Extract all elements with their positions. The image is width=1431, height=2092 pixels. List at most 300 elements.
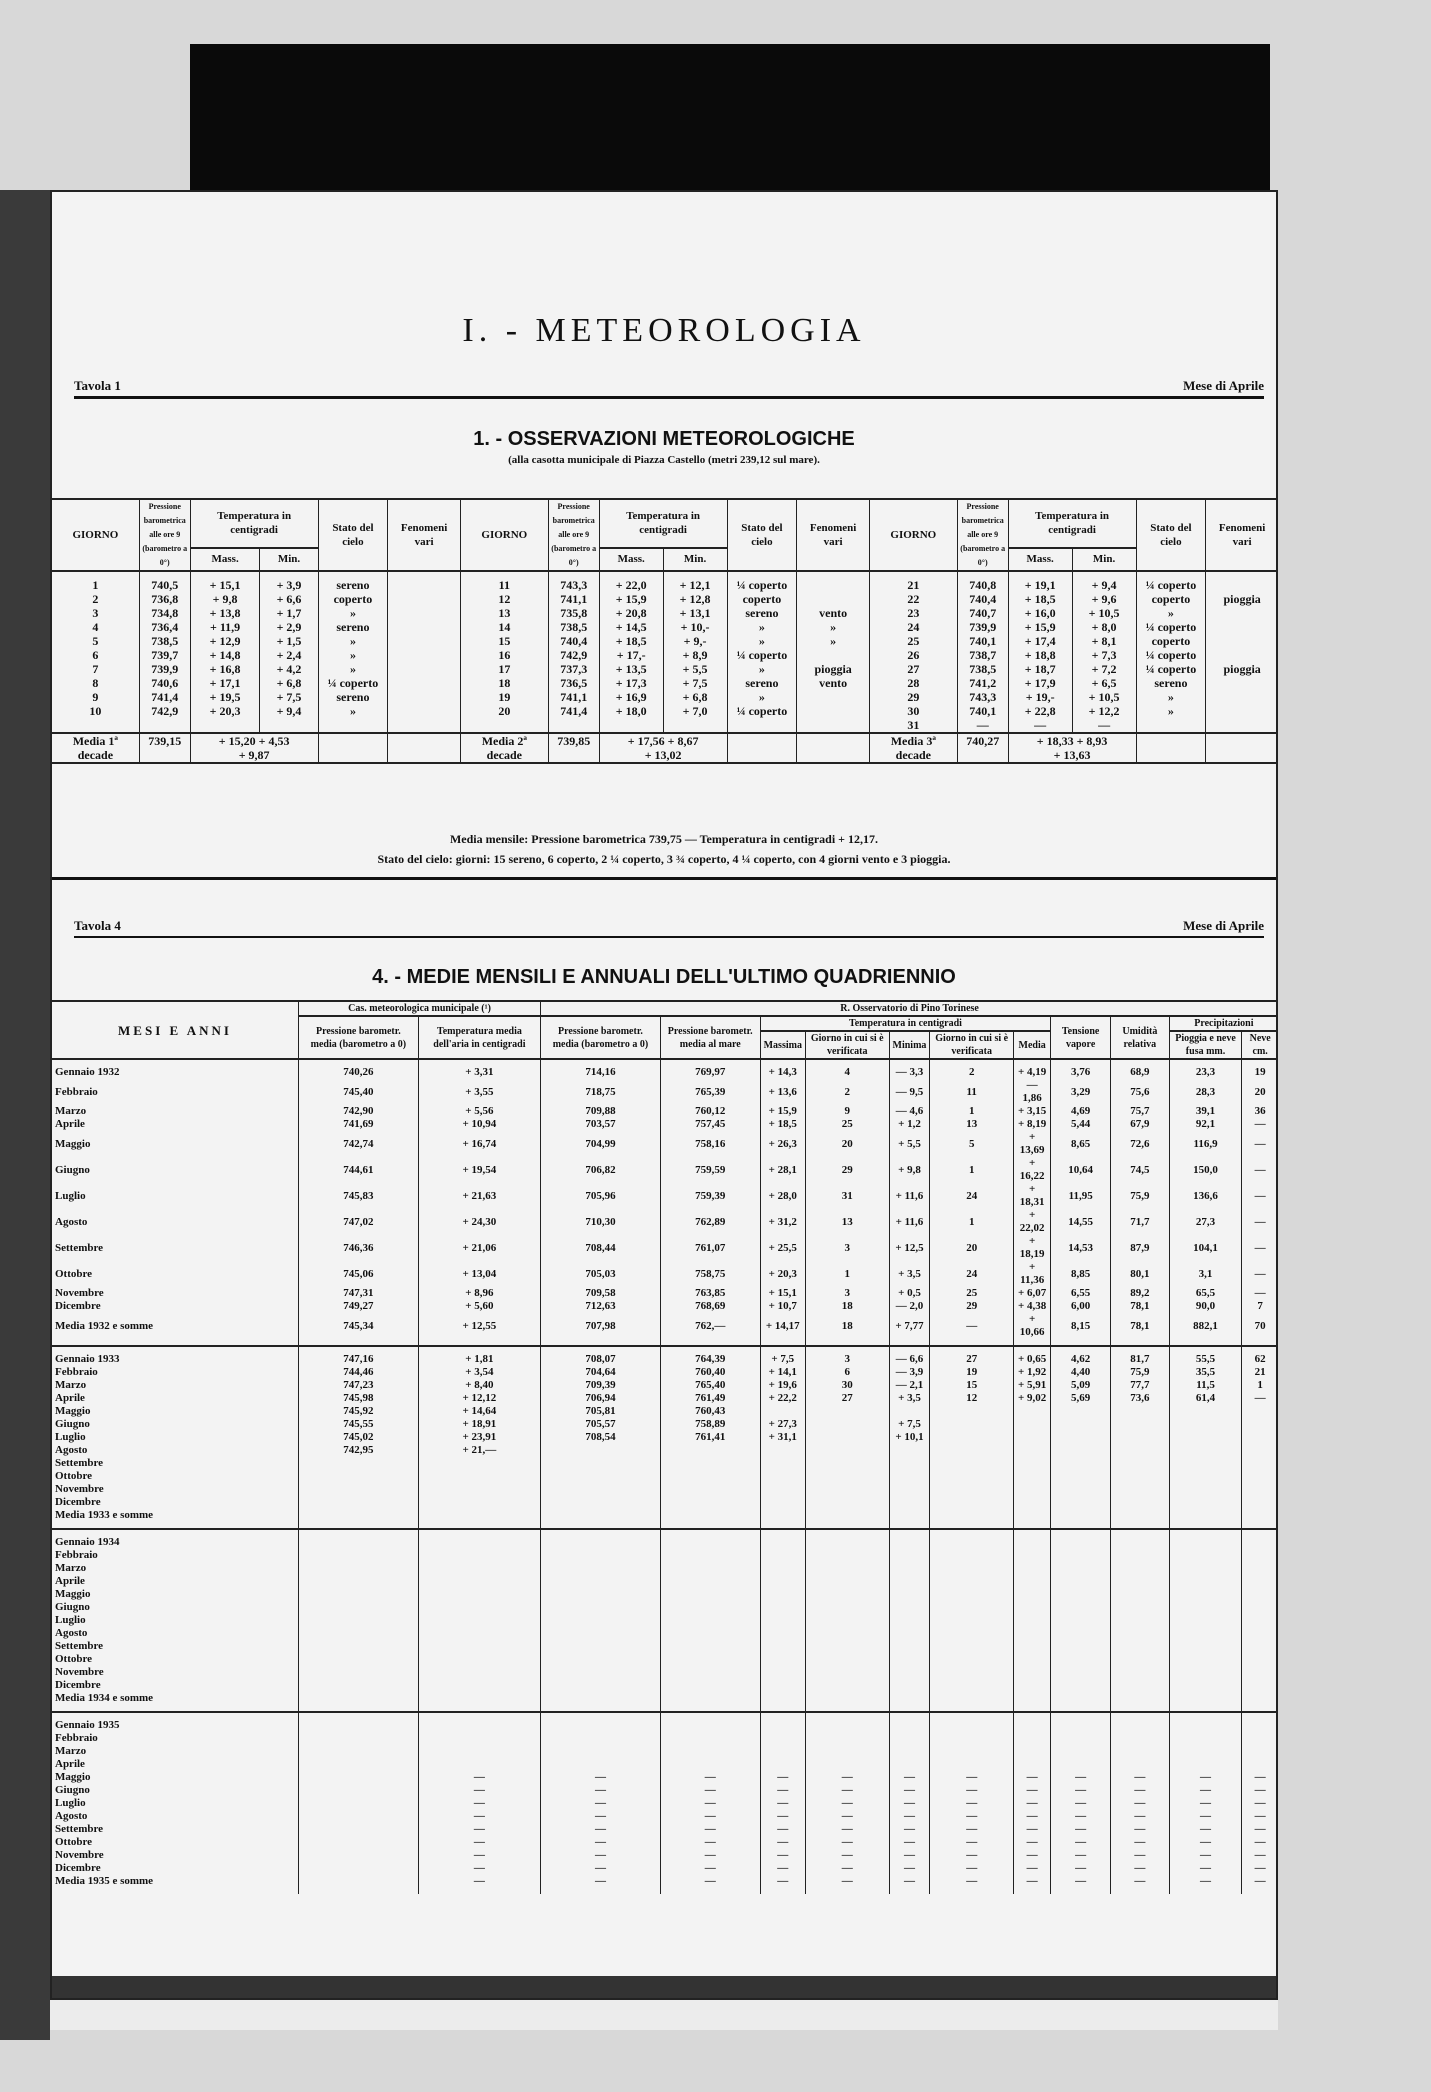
month-value xyxy=(1169,1444,1242,1457)
month-label: Novembre xyxy=(55,1287,104,1299)
obs-cell xyxy=(139,718,190,733)
month-label: Aprile xyxy=(55,1392,85,1404)
month-value xyxy=(805,1444,889,1457)
month-value: — xyxy=(889,1836,930,1849)
month-value xyxy=(760,1627,805,1640)
obs-cell: + 2,4 xyxy=(260,648,318,662)
obs-cell: » xyxy=(318,606,388,620)
month-value xyxy=(1013,1418,1050,1431)
month-row xyxy=(52,1346,1278,1366)
month-value: 746,36 xyxy=(299,1235,419,1261)
month-value xyxy=(299,1797,419,1810)
month-value: 758,89 xyxy=(660,1418,760,1431)
month-value xyxy=(418,1614,540,1627)
month-value xyxy=(1169,1692,1242,1712)
month-value: — 4,6 xyxy=(889,1105,930,1118)
month-value: 708,07 xyxy=(541,1346,661,1366)
month-value xyxy=(889,1732,930,1745)
month-value xyxy=(1110,1431,1169,1444)
month-value xyxy=(1051,1405,1111,1418)
month-value: + 1,92 xyxy=(1013,1366,1050,1379)
month-value: — xyxy=(805,1849,889,1862)
month-value: — xyxy=(760,1823,805,1836)
obs-cell: + 18,0 xyxy=(599,704,663,718)
obs-cell: + 6,8 xyxy=(260,676,318,690)
month-label: Maggio xyxy=(55,1405,91,1417)
month-value: — xyxy=(418,1849,540,1862)
month-value: 4 xyxy=(805,1059,889,1079)
month-value xyxy=(930,1529,1014,1549)
month-value: — xyxy=(1242,1823,1278,1836)
obs-cell: + 22,0 xyxy=(599,571,663,592)
month-value xyxy=(760,1745,805,1758)
month-value xyxy=(660,1529,760,1549)
month-row xyxy=(52,1771,1278,1784)
month-value xyxy=(1169,1575,1242,1588)
month-value xyxy=(541,1679,661,1692)
month-value: — xyxy=(805,1836,889,1849)
month-value xyxy=(889,1653,930,1666)
col-stato-1: Stato del cielo xyxy=(318,499,388,571)
obs-cell: + 12,9 xyxy=(190,634,260,648)
obs-cell: + 3,9 xyxy=(260,571,318,592)
col-min-3: Min. xyxy=(1072,548,1136,571)
month-value xyxy=(1013,1614,1050,1627)
month-value xyxy=(299,1529,419,1549)
month-value: 704,99 xyxy=(541,1131,661,1157)
obs-cell: + 8,1 xyxy=(1072,634,1136,648)
month-value: — xyxy=(660,1849,760,1862)
month-row xyxy=(52,1431,1278,1444)
month-value xyxy=(1110,1732,1169,1745)
month-value xyxy=(1013,1679,1050,1692)
month-value: 758,16 xyxy=(660,1131,760,1157)
month-value xyxy=(1242,1562,1278,1575)
month-value xyxy=(1242,1549,1278,1562)
month-value: — xyxy=(1051,1836,1111,1849)
month-value: + 5,56 xyxy=(418,1105,540,1118)
month-value: + 9,8 xyxy=(889,1157,930,1183)
month-value: 3,76 xyxy=(1051,1059,1111,1079)
month-value: — xyxy=(805,1810,889,1823)
month-value: — xyxy=(930,1313,1014,1346)
month-value xyxy=(889,1692,930,1712)
month-label: Settembre xyxy=(55,1457,104,1469)
month-value: + 24,30 xyxy=(418,1209,540,1235)
month-value: — xyxy=(930,1810,1014,1823)
obs-cell xyxy=(1206,648,1278,662)
obs-cell xyxy=(1136,718,1206,733)
month-value xyxy=(760,1562,805,1575)
month-value: 745,06 xyxy=(299,1261,419,1287)
month-value: — xyxy=(541,1797,661,1810)
month-label: Media 1934 e somme xyxy=(55,1692,154,1704)
month-value xyxy=(299,1692,419,1712)
month-value: + 12,12 xyxy=(418,1392,540,1405)
month-value xyxy=(541,1496,661,1509)
month-value xyxy=(541,1549,661,1562)
month-value xyxy=(299,1679,419,1692)
month-row xyxy=(52,1640,1278,1653)
month-value xyxy=(1013,1431,1050,1444)
obs-cell xyxy=(548,718,599,733)
month-value xyxy=(299,1549,419,1562)
month-value: 759,59 xyxy=(660,1157,760,1183)
obs-cell xyxy=(388,648,461,662)
obs-cell: 20 xyxy=(460,704,548,718)
col-oss-press-mare: Pressione barometr. media al mare xyxy=(660,1016,760,1059)
col-giorno-3: GIORNO xyxy=(869,499,957,571)
obs-row xyxy=(52,676,1278,690)
obs-cell xyxy=(599,718,663,733)
month-value: — xyxy=(1242,1209,1278,1235)
obs-cell: 3 xyxy=(92,606,99,620)
month-value xyxy=(1013,1509,1050,1529)
month-value xyxy=(299,1810,419,1823)
month-value: — xyxy=(1013,1771,1050,1784)
month-value xyxy=(299,1836,419,1849)
month-value xyxy=(1242,1758,1278,1771)
month-value xyxy=(1169,1496,1242,1509)
obs-cell: + 19,1 xyxy=(1008,571,1072,592)
obs-cell: 25 xyxy=(869,634,957,648)
month-value: + 18,19 xyxy=(1013,1235,1050,1261)
obs-cell: + 7,0 xyxy=(663,704,727,718)
month-value: 745,83 xyxy=(299,1183,419,1209)
month-value xyxy=(760,1640,805,1653)
month-value xyxy=(418,1496,540,1509)
col-pressione-1: Pressione barometrica alle ore 9 (barometro a 0°) xyxy=(139,499,190,571)
month-value xyxy=(760,1483,805,1496)
obs-cell: ¼ coperto xyxy=(727,648,797,662)
month-value: + 3,15 xyxy=(1013,1105,1050,1118)
month-value xyxy=(930,1405,1014,1418)
obs-cell: + 10,5 xyxy=(1072,690,1136,704)
obs-cell: sereno xyxy=(727,606,797,620)
month-value xyxy=(1169,1614,1242,1627)
month-value: 765,39 xyxy=(660,1079,760,1105)
obs-cell: 13 xyxy=(460,606,548,620)
month-value: 762,— xyxy=(660,1313,760,1346)
month-value: + 22,02 xyxy=(1013,1209,1050,1235)
obs-cell: + 18,8 xyxy=(1008,648,1072,662)
month-value: — 3,9 xyxy=(889,1366,930,1379)
month-value: + 26,3 xyxy=(760,1131,805,1157)
col-stato-3: Stato del cielo xyxy=(1136,499,1206,571)
month-value: 15 xyxy=(930,1379,1014,1392)
month-value: 8,65 xyxy=(1051,1131,1111,1157)
month-row xyxy=(52,1784,1278,1797)
month-value xyxy=(889,1745,930,1758)
sky-state-note: Stato del cielo: giorni: 15 sereno, 6 coperto, 2 ¼ coperto, 3 ¾ coperto, 4 ¼ coperto, con 4 giorni vento e 3 pioggia. xyxy=(52,852,1276,880)
obs-cell: » xyxy=(797,634,870,648)
month-value: — xyxy=(660,1797,760,1810)
month-value xyxy=(418,1712,540,1732)
obs-cell: 739,7 xyxy=(139,648,190,662)
obs-cell: + 6,8 xyxy=(663,690,727,704)
obs-row xyxy=(52,592,1278,606)
month-value: 11 xyxy=(930,1079,1014,1105)
month-value xyxy=(1169,1653,1242,1666)
month-value: 14,55 xyxy=(1051,1209,1111,1235)
month-value: 90,0 xyxy=(1169,1300,1242,1313)
month-value xyxy=(1051,1431,1111,1444)
month-value: 742,95 xyxy=(299,1444,419,1457)
month-value xyxy=(1242,1640,1278,1653)
month-value: — xyxy=(760,1836,805,1849)
month-value xyxy=(1242,1666,1278,1679)
month-value xyxy=(660,1627,760,1640)
month-value: — xyxy=(1110,1875,1169,1894)
month-value xyxy=(1242,1601,1278,1614)
month-value: + 10,7 xyxy=(760,1300,805,1313)
month-value: + 11,6 xyxy=(889,1183,930,1209)
obs-cell: 738,7 xyxy=(957,648,1008,662)
month-value xyxy=(1242,1679,1278,1692)
empty-cell xyxy=(1136,733,1206,763)
month-value xyxy=(660,1483,760,1496)
month-value xyxy=(805,1529,889,1549)
tavola-1-month: Mese di Aprile xyxy=(1183,378,1264,393)
obs-cell: sereno xyxy=(318,620,388,634)
obs-cell: + 7,5 xyxy=(663,676,727,690)
month-value xyxy=(660,1470,760,1483)
month-row xyxy=(52,1575,1278,1588)
month-value: — xyxy=(660,1784,760,1797)
month-label: Dicembre xyxy=(55,1862,101,1874)
month-value: — xyxy=(760,1875,805,1894)
month-value xyxy=(541,1614,661,1627)
month-value: + 3,54 xyxy=(418,1366,540,1379)
month-value xyxy=(930,1640,1014,1653)
month-value: — xyxy=(1013,1875,1050,1894)
col-min-1: Min. xyxy=(260,548,318,571)
month-value: 70 xyxy=(1242,1313,1278,1346)
obs-cell: 741,1 xyxy=(548,690,599,704)
month-value: 10,64 xyxy=(1051,1157,1111,1183)
month-value: — xyxy=(889,1849,930,1862)
month-value: 6,55 xyxy=(1051,1287,1111,1300)
obs-row xyxy=(52,648,1278,662)
month-value: + 10,1 xyxy=(889,1431,930,1444)
month-value xyxy=(1110,1712,1169,1732)
month-value: — xyxy=(760,1862,805,1875)
month-value: — xyxy=(1242,1131,1278,1157)
month-value xyxy=(1051,1601,1111,1614)
month-value xyxy=(1051,1483,1111,1496)
obs-cell: 740,4 xyxy=(957,592,1008,606)
obs-cell: sereno xyxy=(318,571,388,592)
month-value: 706,82 xyxy=(541,1157,661,1183)
month-label: Giugno xyxy=(55,1163,90,1176)
month-value xyxy=(541,1509,661,1529)
month-value xyxy=(760,1666,805,1679)
month-row xyxy=(52,1457,1278,1470)
month-value: 136,6 xyxy=(1169,1183,1242,1209)
obs-row xyxy=(52,634,1278,648)
month-value: — xyxy=(1051,1875,1111,1894)
month-value xyxy=(418,1732,540,1745)
month-value: + 28,0 xyxy=(760,1183,805,1209)
month-value: — xyxy=(1242,1862,1278,1875)
month-value xyxy=(1013,1575,1050,1588)
month-value: — xyxy=(1242,1849,1278,1862)
month-value xyxy=(930,1483,1014,1496)
month-value: + 1,81 xyxy=(418,1346,540,1366)
month-row xyxy=(52,1732,1278,1745)
month-value xyxy=(1013,1666,1050,1679)
obs-cell: + 20,8 xyxy=(599,606,663,620)
month-value xyxy=(418,1470,540,1483)
month-value: 707,98 xyxy=(541,1313,661,1346)
obs-cell: coperto xyxy=(318,592,388,606)
obs-cell: — xyxy=(1008,718,1072,733)
month-value: 745,92 xyxy=(299,1405,419,1418)
obs-cell: + 17,9 xyxy=(1008,676,1072,690)
month-value: 749,27 xyxy=(299,1300,419,1313)
month-value: — xyxy=(1051,1849,1111,1862)
month-value xyxy=(418,1627,540,1640)
month-value xyxy=(1169,1405,1242,1418)
month-value: 3,29 xyxy=(1051,1079,1111,1105)
month-value: — xyxy=(1169,1836,1242,1849)
month-value: 6 xyxy=(805,1366,889,1379)
obs-cell xyxy=(388,704,461,718)
month-value: 1 xyxy=(1242,1379,1278,1392)
obs-cell: + 8,9 xyxy=(663,648,727,662)
month-value: 3,1 xyxy=(1169,1261,1242,1287)
obs-cell: + 16,0 xyxy=(1008,606,1072,620)
month-value xyxy=(805,1640,889,1653)
month-value: 1 xyxy=(930,1157,1014,1183)
month-value xyxy=(1013,1692,1050,1712)
obs-cell xyxy=(318,718,388,733)
month-value: 31 xyxy=(805,1183,889,1209)
month-value: 77,7 xyxy=(1110,1379,1169,1392)
month-value xyxy=(299,1601,419,1614)
month-value xyxy=(1169,1679,1242,1692)
obs-cell: + 16,8 xyxy=(190,662,260,676)
month-value xyxy=(541,1444,661,1457)
empty-cell xyxy=(318,733,388,763)
month-value xyxy=(1051,1666,1111,1679)
month-value xyxy=(760,1732,805,1745)
month-value: 150,0 xyxy=(1169,1157,1242,1183)
month-value xyxy=(1051,1745,1111,1758)
month-value: + 5,60 xyxy=(418,1300,540,1313)
month-value xyxy=(1169,1562,1242,1575)
month-value: 745,02 xyxy=(299,1431,419,1444)
obs-cell: ¼ coperto xyxy=(727,571,797,592)
month-value xyxy=(1242,1745,1278,1758)
month-value: 8,85 xyxy=(1051,1261,1111,1287)
decade-mean-label: Media 2ª decade xyxy=(460,733,548,763)
month-value: + 28,1 xyxy=(760,1157,805,1183)
month-value: 20 xyxy=(930,1235,1014,1261)
obs-cell xyxy=(797,571,870,592)
obs-cell: 24 xyxy=(869,620,957,634)
month-row xyxy=(52,1627,1278,1640)
col-precip-group: Precipitazioni xyxy=(1169,1016,1278,1031)
month-value: — xyxy=(660,1836,760,1849)
month-value xyxy=(660,1692,760,1712)
month-value: — xyxy=(1169,1875,1242,1894)
month-value: 761,07 xyxy=(660,1235,760,1261)
month-value xyxy=(805,1549,889,1562)
month-value xyxy=(660,1732,760,1745)
month-value: — xyxy=(660,1771,760,1784)
month-value xyxy=(930,1712,1014,1732)
month-value: 705,96 xyxy=(541,1183,661,1209)
obs-cell: ¼ coperto xyxy=(318,676,388,690)
month-value xyxy=(889,1470,930,1483)
obs-cell: » xyxy=(797,620,870,634)
month-value xyxy=(1110,1614,1169,1627)
month-label: Giugno xyxy=(55,1601,90,1613)
month-value: + 11,6 xyxy=(889,1209,930,1235)
month-value xyxy=(299,1849,419,1862)
month-row xyxy=(52,1300,1278,1313)
decade-mean-temperature xyxy=(599,733,727,763)
month-value: 18 xyxy=(805,1300,889,1313)
month-value xyxy=(1013,1444,1050,1457)
obs-cell: + 13,5 xyxy=(599,662,663,676)
month-value: — xyxy=(1242,1810,1278,1823)
obs-cell: + 14,5 xyxy=(599,620,663,634)
month-value: 89,2 xyxy=(1110,1287,1169,1300)
decade-mean-pressure: 739,85 xyxy=(548,733,599,763)
month-value: 718,75 xyxy=(541,1079,661,1105)
month-value xyxy=(541,1745,661,1758)
decade-means-row xyxy=(52,733,1278,763)
obs-cell: 12 xyxy=(460,592,548,606)
month-value xyxy=(1242,1457,1278,1470)
obs-cell xyxy=(190,718,260,733)
month-value: — xyxy=(1242,1784,1278,1797)
month-value xyxy=(1110,1444,1169,1457)
month-value: — xyxy=(541,1836,661,1849)
month-row xyxy=(52,1823,1278,1836)
month-value xyxy=(418,1562,540,1575)
month-value: — xyxy=(418,1836,540,1849)
month-value: — xyxy=(930,1862,1014,1875)
month-value xyxy=(930,1692,1014,1712)
month-value: 104,1 xyxy=(1169,1235,1242,1261)
month-value: — xyxy=(889,1771,930,1784)
month-value xyxy=(1051,1653,1111,1666)
month-row xyxy=(52,1444,1278,1457)
month-label: Gennaio 1932 xyxy=(52,1059,299,1079)
obs-cell: » xyxy=(727,634,797,648)
month-value xyxy=(889,1562,930,1575)
month-value: 35,5 xyxy=(1169,1366,1242,1379)
month-value: + 6,07 xyxy=(1013,1287,1050,1300)
month-value: 36 xyxy=(1242,1105,1278,1118)
obs-cell: 31 xyxy=(869,718,957,733)
obs-cell xyxy=(1206,620,1278,634)
month-value xyxy=(1169,1758,1242,1771)
month-value xyxy=(418,1692,540,1712)
obs-cell: 740,4 xyxy=(548,634,599,648)
obs-cell: + 7,2 xyxy=(1072,662,1136,676)
month-value: — xyxy=(1242,1235,1278,1261)
month-value: 747,02 xyxy=(299,1209,419,1235)
month-value: 5 xyxy=(930,1131,1014,1157)
obs-cell xyxy=(797,592,870,606)
month-value xyxy=(1169,1627,1242,1640)
obs-cell: ¼ coperto xyxy=(1136,662,1206,676)
month-label: Maggio xyxy=(55,1588,91,1600)
